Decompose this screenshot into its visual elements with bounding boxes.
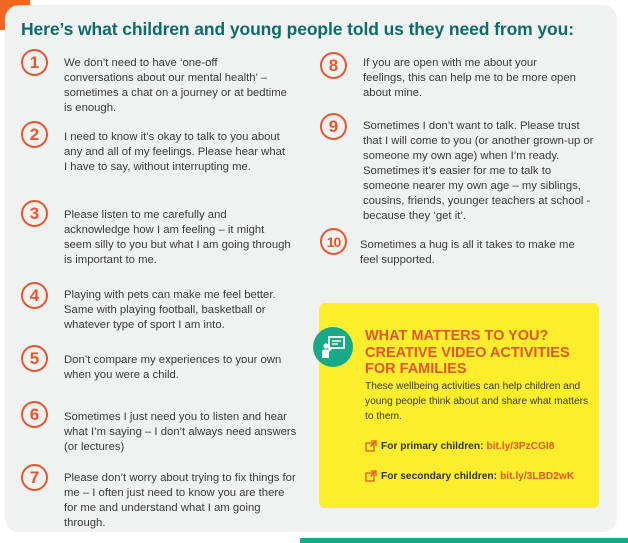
primary-link-label: For primary children: — [381, 440, 484, 452]
item-text-10: Sometimes a hug is all it takes to make me feel supported. — [360, 239, 575, 266]
number-badge-2: 2 — [21, 121, 48, 148]
item-text-1: We don’t need to have ‘one-off conversations about our mental health’ – sometimes a chat on a journey or at bedtime is enough. — [64, 57, 287, 114]
item-text-7: Please don’t worry about trying to fix things for me – I often just need to know you are there for me and understand what I am going through. — [64, 472, 296, 529]
primary-link-row[interactable] — [365, 440, 595, 452]
external-link-icon — [365, 470, 377, 482]
number-badge-8: 8 — [320, 52, 347, 79]
video-activities-callout — [319, 303, 599, 508]
page-title: Here’s what children and young people told us they need from you: — [21, 19, 574, 39]
external-link-icon — [365, 440, 377, 452]
number-badge-3: 3 — [21, 200, 48, 227]
number-badge-1: 1 — [21, 49, 48, 76]
item-text-2: I need to know it’s okay to talk to you about any and all of my feelings. Please hear what I have to say, without interrupting me. — [64, 131, 286, 173]
secondary-link-label: For secondary children: — [381, 470, 498, 482]
item-text-6: Sometimes I just need you to listen and hear what I’m saying – I don’t always need answers (or lectures) — [64, 411, 297, 453]
number-badge-6: 6 — [21, 401, 48, 428]
number-badge-10: 10 — [320, 228, 347, 255]
green-bottom-accent — [300, 538, 628, 543]
presenter-board-icon — [313, 327, 353, 367]
item-text-9: Sometimes I don’t want to talk. Please trust that I will come to you (or another grown-up or someone my own age) when I’m ready. Sometimes it’s easier for me to talk to someone nearer my own age – my siblings, cousins, friends, younger teachers at school - because they ‘get it’. — [363, 120, 594, 222]
number-badge-5: 5 — [21, 345, 48, 372]
callout-description: These wellbeing activities can help children and young people think about and share what matters to them. — [365, 381, 589, 422]
number-badge-4: 4 — [21, 282, 48, 309]
number-badge-7: 7 — [21, 464, 48, 491]
item-text-8: If you are open with me about your feelings, this can help me to be more open about mine. — [363, 57, 576, 99]
primary-link-url[interactable]: bit.ly/3PzCGI8 — [486, 440, 555, 452]
secondary-link-row[interactable] — [365, 470, 595, 482]
item-text-3: Please listen to me carefully and acknowledge how I am feeling – it might seem silly to you but what I am going through is important to me. — [64, 209, 291, 266]
number-badge-9: 9 — [320, 113, 347, 140]
item-text-5: Don’t compare my experiences to your own when you were a child. — [64, 354, 282, 381]
callout-title: WHAT MATTERS TO YOU? CREATIVE VIDEO ACTIVITIES FOR FAMILIES — [365, 328, 570, 377]
secondary-link-url[interactable]: bit.ly/3LBD2wK — [500, 470, 575, 482]
item-text-4: Playing with pets can make me feel better. Same with playing football, basketball or whatever type of sport I am into. — [64, 289, 276, 331]
